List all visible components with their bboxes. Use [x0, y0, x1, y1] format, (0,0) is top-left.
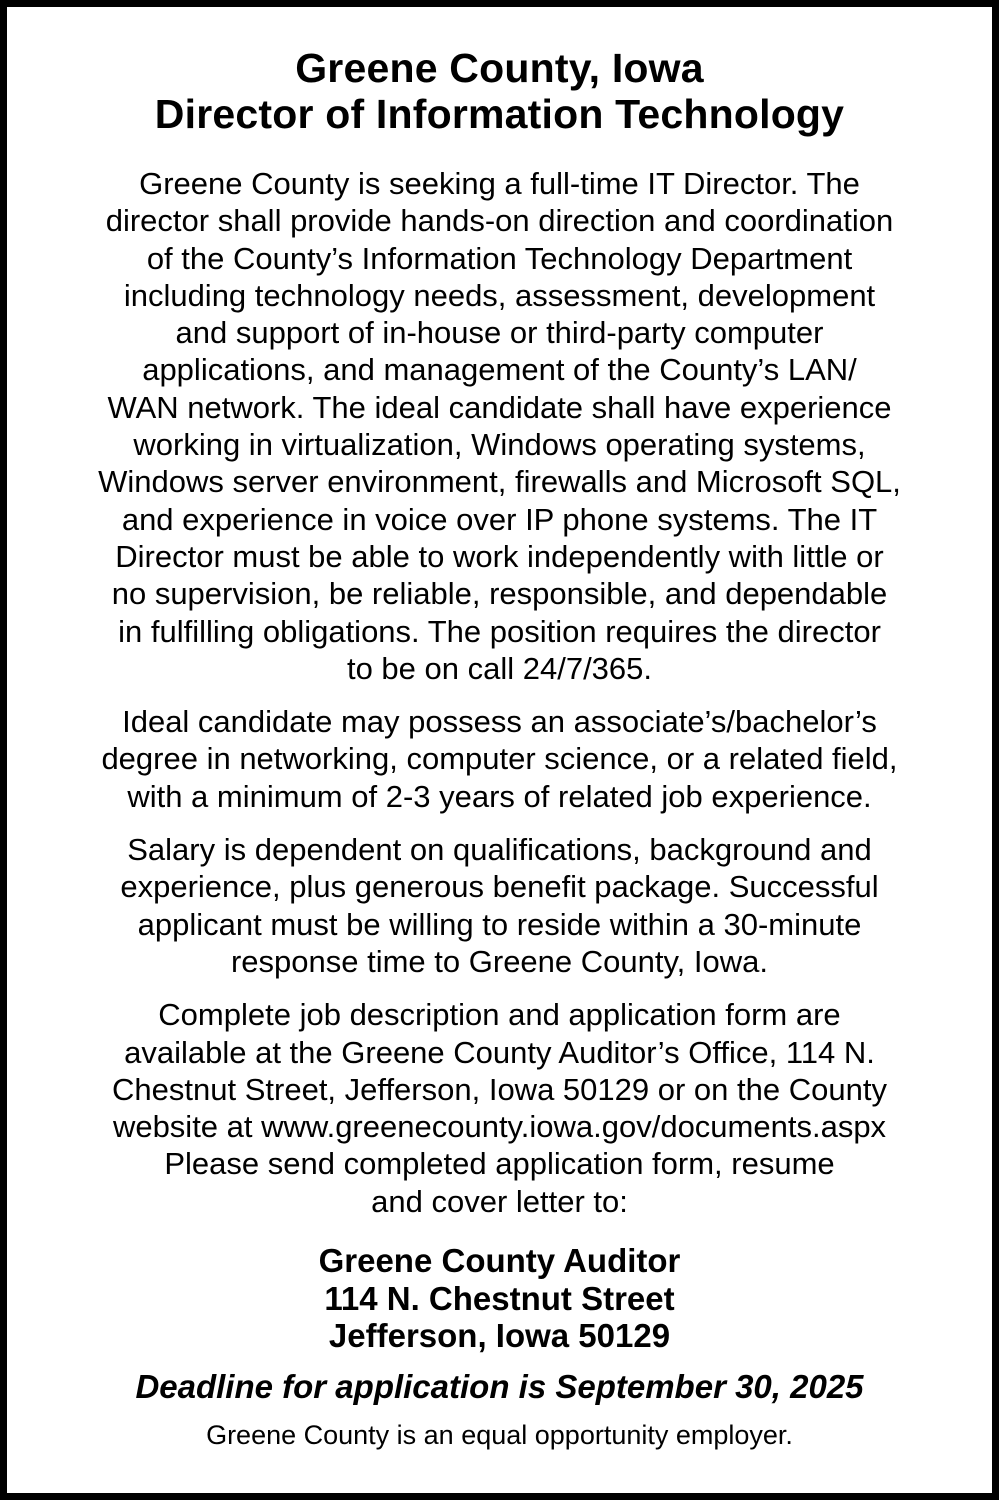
mailing-address	[25, 1242, 974, 1355]
paragraph-line: applications, and management of the County’s LAN/	[142, 352, 857, 388]
paragraph-line: working in virtualization, Windows operating systems,	[133, 427, 866, 463]
paragraph-line: Greene County is seeking a full-time IT Director. The	[139, 166, 860, 201]
address-name: Greene County Auditor	[318, 1242, 681, 1280]
address-street: 114 N. Chestnut Street	[324, 1279, 675, 1317]
paragraph-line: applicant must be willing to reside within a 30-minute	[137, 906, 862, 942]
paragraph-line: with a minimum of 2-3 years of related job experience.	[127, 778, 872, 814]
paragraph-line: experience, plus generous benefit package. Successful	[120, 869, 879, 905]
paragraph-line: available at the Greene County Auditor’s Office, 114 N.	[124, 1034, 875, 1070]
paragraph-line: and cover letter to:	[371, 1183, 628, 1219]
paragraph-line: and experience in voice over IP phone systems. The IT	[121, 501, 878, 537]
salary-paragraph	[25, 831, 974, 980]
title-county: Greene County, Iowa	[295, 45, 704, 91]
paragraph-line: and support of in-house or third-party computer	[175, 315, 824, 351]
paragraph-line: Ideal candidate may possess an associate’s/bachelor’s	[122, 704, 877, 740]
paragraph-line: website at www.greenecounty.iowa.gov/documents.aspx	[112, 1109, 887, 1145]
paragraph-line: to be on call 24/7/365.	[346, 650, 653, 686]
paragraph-line: response time to Greene County, Iowa.	[230, 943, 769, 979]
paragraph-line: degree in networking, computer science, or a related field,	[101, 741, 898, 777]
paragraph-line: Windows server environment, firewalls and Microsoft SQL,	[98, 464, 901, 500]
ad-title	[25, 45, 974, 137]
paragraph-line: including technology needs, assessment, development	[123, 277, 876, 313]
paragraph-line: Complete job description and application form are	[158, 997, 841, 1033]
education-paragraph	[25, 703, 974, 815]
paragraph-line: WAN network. The ideal candidate shall have experience	[107, 389, 892, 425]
application-deadline: Deadline for application is September 30, 2025	[135, 1367, 864, 1405]
paragraph-line: of the County’s Information Technology Department	[146, 240, 853, 276]
paragraph-line: Director must be able to work independently with little or	[115, 538, 884, 574]
paragraph-line: Please send completed application form, resume	[164, 1146, 835, 1182]
intro-paragraph	[25, 165, 974, 687]
paragraph-line: Chestnut Street, Jefferson, Iowa 50129 or on the County	[112, 1071, 887, 1107]
application-paragraph	[25, 996, 974, 1220]
address-city: Jefferson, Iowa 50129	[328, 1317, 671, 1355]
title-position: Director of Information Technology	[154, 91, 845, 137]
paragraph-line: Salary is dependent on qualifications, background and	[127, 832, 872, 868]
paragraph-line: no supervision, be reliable, responsible, and dependable	[111, 576, 888, 612]
equal-opportunity-statement: Greene County is an equal opportunity employer.	[206, 1419, 793, 1450]
paragraph-line: director shall provide hands-on direction and coordination	[105, 203, 894, 239]
paragraph-line: in fulfilling obligations. The position requires the director	[118, 613, 881, 649]
